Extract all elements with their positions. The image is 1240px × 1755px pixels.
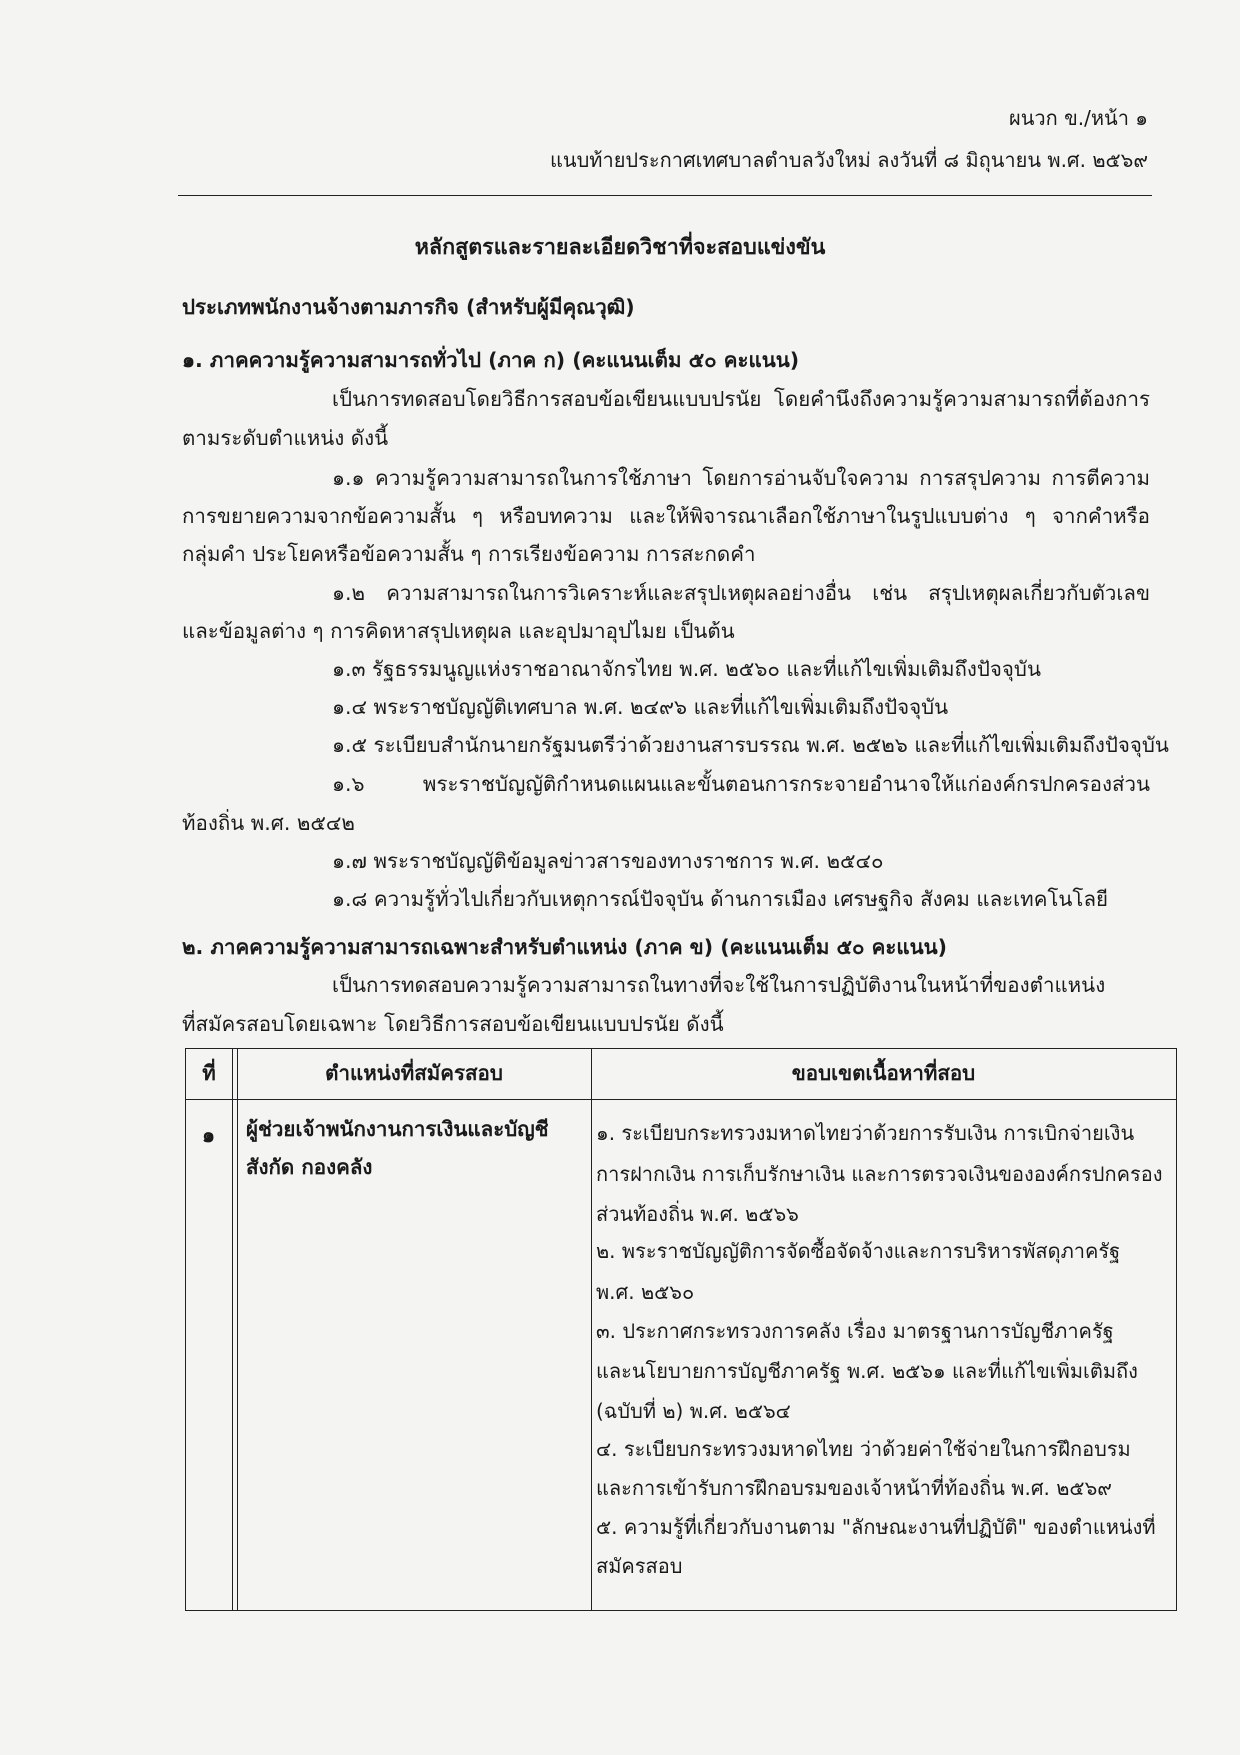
annex-page-label: ผนวก ข./หน้า ๑ bbox=[1009, 106, 1148, 130]
item-1-4: ๑.๔ พระราชบัญญัติเทศบาล พ.ศ. ๒๔๙๖ และที่แก้ไขเพิ่มเติมถึงปัจจุบัน bbox=[332, 695, 949, 719]
table-cell-no: ๑ bbox=[202, 1123, 216, 1147]
scope-line: พ.ศ. ๒๕๖๐ bbox=[596, 1280, 695, 1304]
scope-line: ๕. ความรู้ที่เกี่ยวกับงานตาม "ลักษณะงานที่ปฏิบัติ" ของตำแหน่งที่ bbox=[596, 1515, 1156, 1539]
table-header-no: ที่ bbox=[202, 1061, 216, 1085]
table-header-divider bbox=[186, 1099, 1176, 1100]
annex-reference: แนบท้ายประกาศเทศบาลตำบลวังใหม่ ลงวันที่ ๘ มิถุนายน พ.ศ. ๒๕๖๙ bbox=[550, 148, 1148, 172]
table-column-divider bbox=[237, 1049, 238, 1610]
header-divider bbox=[178, 195, 1152, 196]
item-1-1-line: กลุ่มคำ ประโยคหรือข้อความสั้น ๆ การเรียงข้อความ การสะกดคำ bbox=[182, 542, 756, 566]
scope-line: การฝากเงิน การเก็บรักษาเงิน และการตรวจเงินขององค์กรปกครอง bbox=[596, 1162, 1163, 1186]
scope-line: และนโยบายการบัญชีภาครัฐ พ.ศ. ๒๕๖๑ และที่แก้ไขเพิ่มเติมถึง bbox=[596, 1359, 1138, 1383]
part1-intro-line: ตามระดับตำแหน่ง ดังนี้ bbox=[182, 426, 389, 450]
position-category: ประเภทพนักงานจ้างตามภารกิจ (สำหรับผู้มีคุณวุฒิ) bbox=[182, 295, 635, 319]
scope-line: ๑. ระเบียบกระทรวงมหาดไทยว่าด้วยการรับเงิน การเบิกจ่ายเงิน bbox=[596, 1121, 1135, 1145]
part1-heading: ๑. ภาคความรู้ความสามารถทั่วไป (ภาค ก) (คะแนนเต็ม ๕๐ คะแนน) bbox=[182, 348, 800, 372]
part2-intro-line: เป็นการทดสอบความรู้ความสามารถในทางที่จะใช้ในการปฏิบัติงานในหน้าที่ของตำแหน่ง bbox=[332, 973, 1106, 997]
table-header-position: ตำแหน่งที่สมัครสอบ bbox=[325, 1061, 503, 1085]
document-title: หลักสูตรและรายละเอียดวิชาที่จะสอบแข่งขัน bbox=[414, 235, 826, 260]
item-1-8: ๑.๘ ความรู้ทั่วไปเกี่ยวกับเหตุการณ์ปัจจุบัน ด้านการเมือง เศรษฐกิจ สังคม และเทคโนโลยี bbox=[332, 887, 1109, 911]
scope-line: ส่วนท้องถิ่น พ.ศ. ๒๕๖๖ bbox=[596, 1202, 799, 1226]
table-header-scope: ขอบเขตเนื้อหาที่สอบ bbox=[791, 1061, 976, 1085]
scope-line: ๓. ประกาศกระทรวงการคลัง เรื่อง มาตรฐานการบัญชีภาครัฐ bbox=[596, 1319, 1114, 1343]
part2-intro-line: ที่สมัครสอบโดยเฉพาะ โดยวิธีการสอบข้อเขียนแบบปรนัย ดังนี้ bbox=[182, 1012, 724, 1036]
table-column-divider bbox=[232, 1049, 233, 1610]
scope-line: สมัครสอบ bbox=[596, 1554, 683, 1578]
exam-scope-table bbox=[185, 1048, 1177, 1611]
item-1-7: ๑.๗ พระราชบัญญัติข้อมูลข่าวสารของทางราชการ พ.ศ. ๒๕๔๐ bbox=[332, 849, 884, 873]
scope-line: ๔. ระเบียบกระทรวงมหาดไทย ว่าด้วยค่าใช้จ่ายในการฝึกอบรม bbox=[596, 1437, 1131, 1461]
scope-line: ๒. พระราชบัญญัติการจัดซื้อจัดจ้างและการบริหารพัสดุภาครัฐ bbox=[596, 1239, 1121, 1263]
item-1-6-line: ๑.๖ พระราชบัญญัติกำหนดแผนและขั้นตอนการกระจายอำนาจให้แก่องค์กรปกครองส่วน bbox=[332, 772, 1150, 796]
table-cell-position-line: สังกัด กองคลัง bbox=[246, 1155, 373, 1179]
table-cell-position-line: ผู้ช่วยเจ้าพนักงานการเงินและบัญชี bbox=[246, 1117, 549, 1141]
scope-line: และการเข้ารับการฝึกอบรมของเจ้าหน้าที่ท้องถิ่น พ.ศ. ๒๕๖๙ bbox=[596, 1476, 1112, 1500]
item-1-2-line: ๑.๒ ความสามารถในการวิเคราะห์และสรุปเหตุผลอย่างอื่น เช่น สรุปเหตุผลเกี่ยวกับตัวเลข bbox=[332, 581, 1150, 605]
item-1-6-line: ท้องถิ่น พ.ศ. ๒๕๔๒ bbox=[182, 811, 355, 835]
part1-intro-line: เป็นการทดสอบโดยวิธีการสอบข้อเขียนแบบปรนัย โดยคำนึงถึงความรู้ความสามารถที่ต้องการ bbox=[332, 387, 1150, 411]
item-1-3: ๑.๓ รัฐธรรมนูญแห่งราชอาณาจักรไทย พ.ศ. ๒๕๖๐ และที่แก้ไขเพิ่มเติมถึงปัจจุบัน bbox=[332, 657, 1041, 681]
item-1-1-line: การขยายความจากข้อความสั้น ๆ หรือบทความ และให้พิจารณาเลือกใช้ภาษาในรูปแบบต่าง ๆ จากคำหรือ bbox=[182, 504, 1150, 528]
item-1-1-line: ๑.๑ ความรู้ความสามารถในการใช้ภาษา โดยการอ่านจับใจความ การสรุปความ การตีความ bbox=[332, 466, 1150, 490]
scope-line: (ฉบับที่ ๒) พ.ศ. ๒๕๖๔ bbox=[596, 1399, 791, 1423]
item-1-5: ๑.๕ ระเบียบสำนักนายกรัฐมนตรีว่าด้วยงานสารบรรณ พ.ศ. ๒๕๒๖ และที่แก้ไขเพิ่มเติมถึงปัจจุบัน bbox=[332, 733, 1169, 757]
item-1-2-line: และข้อมูลต่าง ๆ การคิดหาสรุปเหตุผล และอุปมาอุปไมย เป็นต้น bbox=[182, 619, 735, 643]
part2-heading: ๒. ภาคความรู้ความสามารถเฉพาะสำหรับตำแหน่ง (ภาค ข) (คะแนนเต็ม ๕๐ คะแนน) bbox=[182, 935, 947, 959]
table-column-divider bbox=[591, 1049, 592, 1610]
